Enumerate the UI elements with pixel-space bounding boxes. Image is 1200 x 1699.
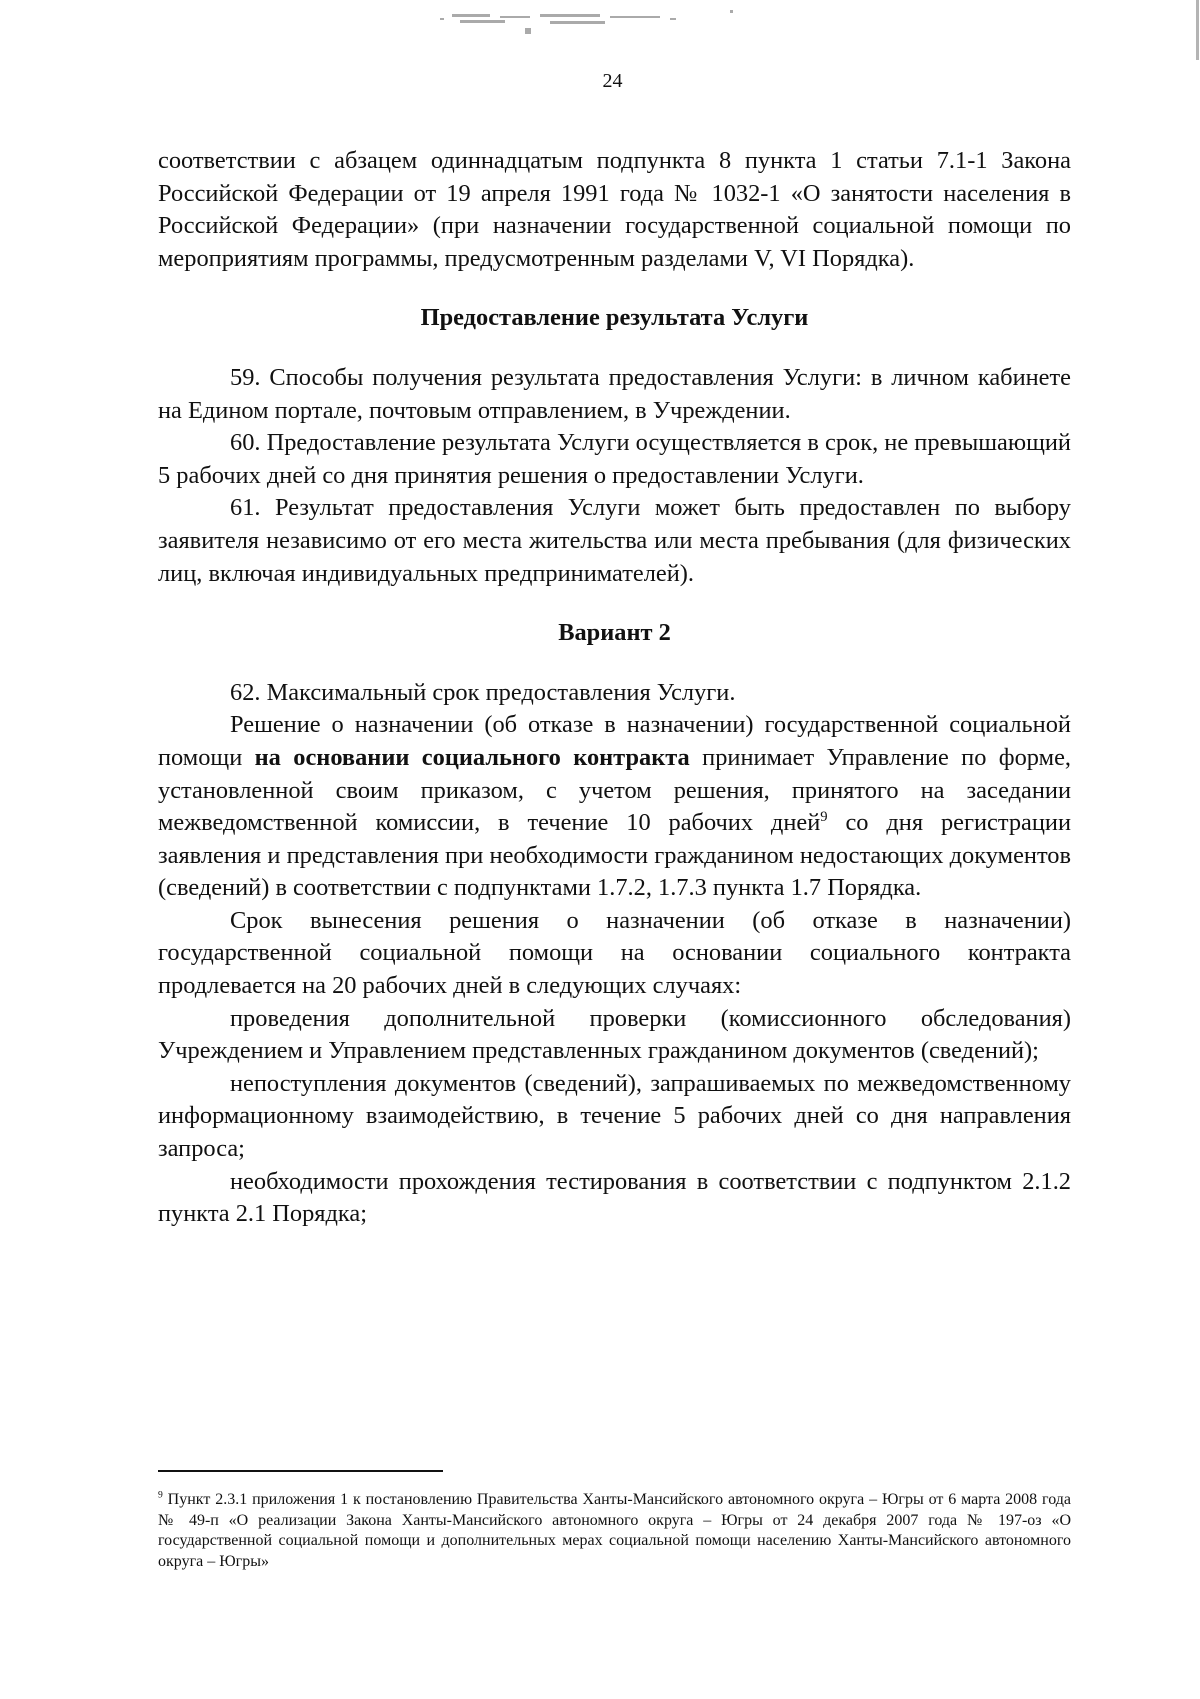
footnote [158,1490,1071,1572]
section-heading-result: Предоставление результата Услуги [420,304,809,332]
footnote-separator [158,1470,443,1472]
decision-text-b: принимает Управление по форме, установленной своим приказом, с учетом решения, принятого на заседании межведомственной комиссии, в течение 10 рабочих дней [158,743,1071,837]
continued-paragraph: соответствии с абзацем одиннадцатым подпункта 8 пункта 1 статьи 7.1-1 Закона Российской Федерации от 19 апреля 1991 года № 1032-1 «О занятости населения в Российской Федерации» (при назначении государственной социальной помощи по мероприятиям программы, предусмотренным разделами V, VI Порядка). [158,147,1071,272]
page-number: 24 [602,70,623,92]
case-item-1: проведения дополнительной проверки (комиссионного обследования) Учреждением и Управлением представленных гражданином документов (сведений); [158,1004,1071,1065]
document-body [158,145,1071,1231]
scan-stamp-noise [430,4,760,40]
paragraph-62: 62. Максимальный срок предоставления Услуги. [230,678,736,706]
footnote-reference[interactable]: 9 [820,808,828,825]
term-paragraph: Срок вынесения решения о назначении (об отказе в назначении) государственной социальной помощи на основании социального контракта продлевается на 20 рабочих дней в следующих случаях: [158,906,1071,1000]
decision-text-a: Решение о назначении (об отказе в назначении) государственной социальной помощи [158,711,1071,771]
case-item-3: необходимости прохождения тестирования в соответствии с подпунктом 2.1.2 пункта 2.1 Порядка; [158,1167,1071,1228]
paragraph-59: 59. Способы получения результата предоставления Услуги: в личном кабинете на Едином портале, почтовым отправлением, в Учреждении. [158,363,1071,424]
scan-edge [1196,0,1199,60]
decision-paragraph [158,709,1071,905]
decision-text-c: со дня регистрации заявления и представления при необходимости гражданином недостающих документов (сведений) в соответствии с подпунктами 1.7.2, 1.7.3 пункта 1.7 Порядка. [158,809,1071,902]
footnote-text: Пункт 2.3.1 приложения 1 к постановлению Правительства Ханты-Мансийского автономного округа – Югры от 6 марта 2008 года № 49-п «О реализации Закона Ханты-Мансийского автономного округа – Югры от 24 декабря 2007 года № 197-оз «О государственной социальной помощи и дополнительных мерах социальной помощи населению Ханты-Мансийского автономного округа – Югры» [158,1491,1071,1570]
paragraph-61: 61. Результат предоставления Услуги может быть предоставлен по выбору заявителя независимо от его места жительства или места пребывания (для физических лиц, включая индивидуальных предпринимателей). [158,494,1071,587]
paragraph-60: 60. Предоставление результата Услуги осуществляется в срок, не превышающий 5 рабочих дней со дня принятия решения о предоставлении Услуги. [158,429,1071,489]
case-item-2: непоступления документов (сведений), запрашиваемых по межведомственному информационному взаимодействию, в течение 5 рабочих дней со дня направления запроса; [158,1069,1071,1163]
footnote-marker: 9 [158,1489,163,1501]
decision-bold-text: на основании социального контракта [254,743,690,771]
section-heading-variant: Вариант 2 [558,619,671,647]
